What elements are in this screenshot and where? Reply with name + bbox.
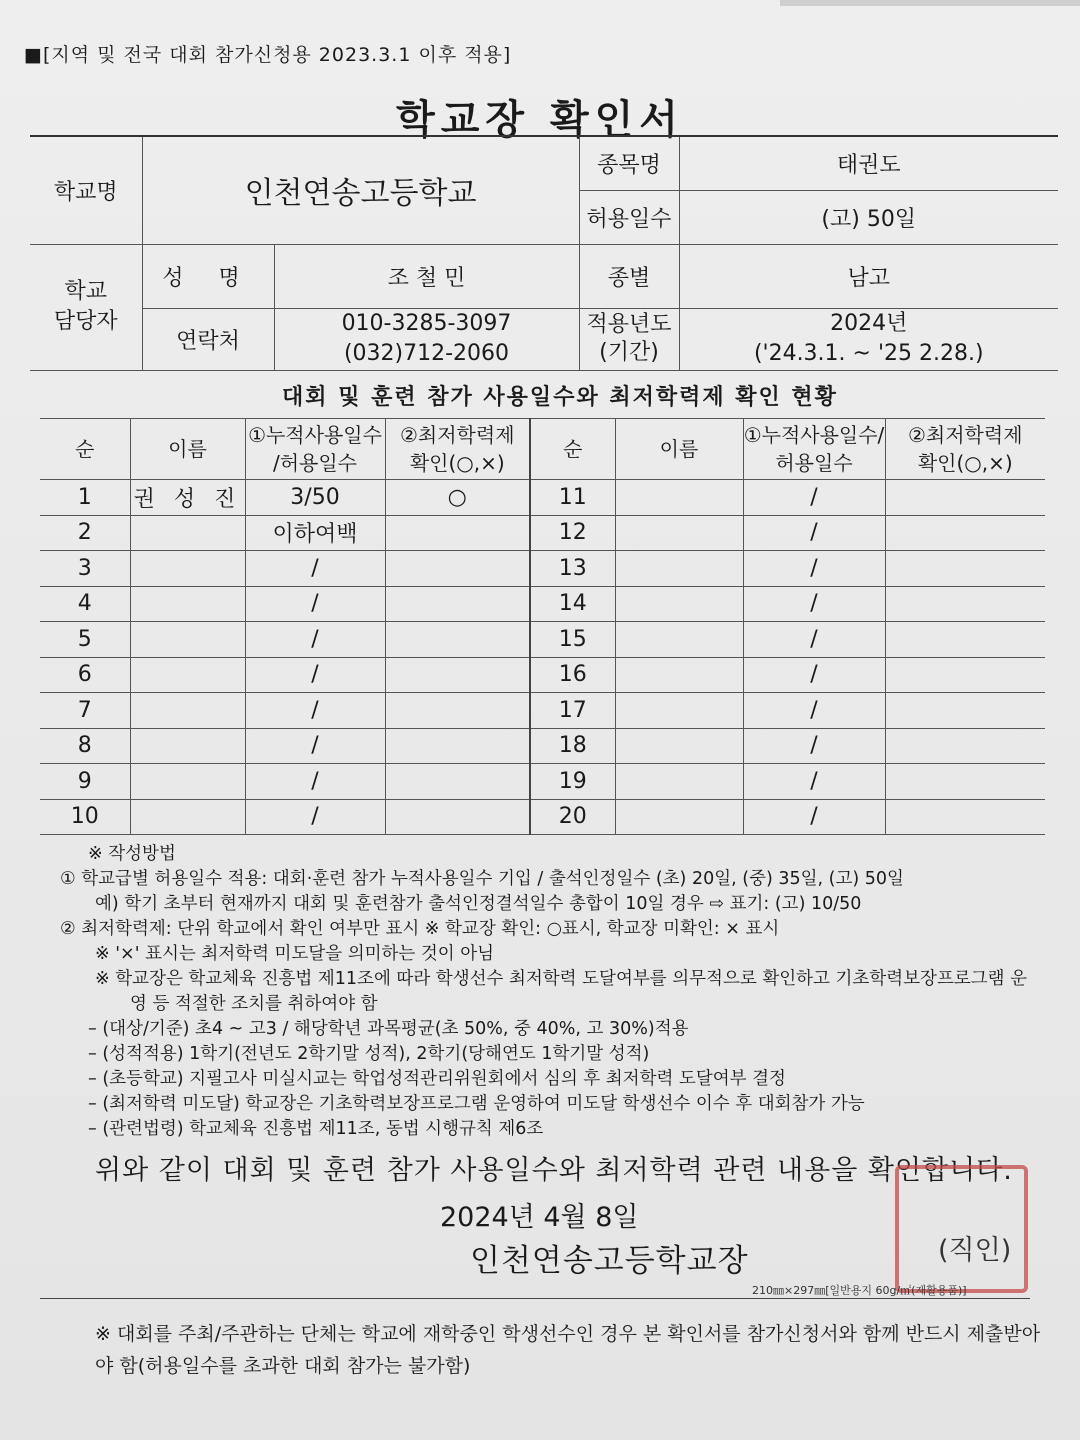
- academic-check: [885, 657, 1045, 693]
- academic-check: ○: [385, 480, 530, 516]
- row-number: 5: [40, 622, 130, 658]
- academic-check: [885, 586, 1045, 622]
- academic-check: [385, 657, 530, 693]
- student-name: [130, 551, 245, 587]
- event-value: 태권도: [679, 136, 1058, 190]
- col-header-academic: ②최저학력제 확인(○,×): [385, 419, 530, 480]
- row-number: 7: [40, 693, 130, 729]
- row-number: 17: [530, 693, 615, 729]
- paper-spec: 210㎜×297㎜[일반용지 60g/㎡(재활용품)]: [752, 1284, 967, 1297]
- row-number: 15: [530, 622, 615, 658]
- row-number: 4: [40, 586, 130, 622]
- contact-label: 연락처: [142, 308, 274, 370]
- row-number: 10: [40, 799, 130, 835]
- student-name: [130, 515, 245, 551]
- row-number: 12: [530, 515, 615, 551]
- school-name: 인천연송고등학교: [142, 136, 579, 244]
- student-name: [615, 728, 743, 764]
- table-row: [40, 551, 1045, 587]
- days-used: /: [743, 622, 885, 658]
- row-number: 19: [530, 764, 615, 800]
- student-name: [615, 764, 743, 800]
- days-used: /: [245, 551, 385, 587]
- row-number: 13: [530, 551, 615, 587]
- row-number: 16: [530, 657, 615, 693]
- days-used: /: [743, 799, 885, 835]
- table-row: [40, 728, 1045, 764]
- document-title: 학교장 확인서: [396, 97, 684, 143]
- academic-check: [385, 515, 530, 551]
- note-2-b: ※ 학교장은 학교체육 진흥법 제11조에 따라 학생선수 최저학력 도달여부를 의무적으로 확인하고 기초학력보장프로그램 운영 등 적절한 조치를 취하여야 함: [95, 969, 1028, 1014]
- days-used: 3/50: [245, 480, 385, 516]
- previous-page-edge: [780, 0, 1080, 6]
- academic-check: [885, 480, 1045, 516]
- days-used: /: [245, 657, 385, 693]
- row-number: 18: [530, 728, 615, 764]
- student-name: [130, 622, 245, 658]
- col-header-name-2: 이름: [615, 419, 743, 480]
- days-used: /: [743, 657, 885, 693]
- principal-name: 인천연송고등학교장: [470, 1243, 749, 1279]
- days-used: /: [245, 693, 385, 729]
- name-label: 성 명: [142, 244, 274, 308]
- info-table: [30, 135, 1058, 371]
- table-row: [40, 622, 1045, 658]
- days-used: 이하여백: [245, 515, 385, 551]
- student-name: [130, 657, 245, 693]
- category-label: 종별: [579, 244, 679, 308]
- event-label: 종목명: [579, 136, 679, 190]
- notes-heading: ※ 작성방법: [88, 844, 176, 864]
- days-used: /: [743, 551, 885, 587]
- row-number: 6: [40, 657, 130, 693]
- student-name: 권 성 진: [130, 480, 245, 516]
- footer-note: ※ 대회를 주최/주관하는 단체는 학교에 재학중인 학생선수인 경우 본 확인서를 참가신청서와 함께 반드시 제출받아야 함(허용일수를 초과한 대회 참가는 불가함): [95, 1323, 1041, 1377]
- row-number: 2: [40, 515, 130, 551]
- detail-4: – (최저학력 미도달) 학교장은 기초학력보장프로그램 운영하여 미도달 학생선수 이수 후 대회참가 가능: [88, 1094, 865, 1114]
- days-used: /: [743, 480, 885, 516]
- table-row: [40, 586, 1045, 622]
- table-row: [40, 515, 1045, 551]
- table-row: [40, 799, 1045, 835]
- note-1: ① 학교급별 허용일수 적용: 대회·훈련 참가 누적사용일수 기입 / 출석인정일수 (초) 20일, (중) 35일, (고) 50일: [60, 869, 904, 889]
- student-name: [130, 728, 245, 764]
- academic-check: [885, 799, 1045, 835]
- section-title: 대회 및 훈련 참가 사용일수와 최저학력제 확인 현황: [282, 385, 838, 410]
- row-number: 9: [40, 764, 130, 800]
- student-name: [615, 515, 743, 551]
- header-note: ■[지역 및 전국 대회 참가신청용 2023.3.1 이후 적용]: [24, 44, 512, 66]
- academic-check: [385, 799, 530, 835]
- seal-label: (직인): [938, 1235, 1012, 1266]
- note-2: ② 최저학력제: 단위 학교에서 확인 여부만 표시 ※ 학교장 확인: ○표시, 학교장 미확인: × 표시: [60, 919, 780, 939]
- academic-check: [885, 515, 1045, 551]
- days-used: /: [743, 693, 885, 729]
- student-name: [130, 799, 245, 835]
- student-name: [130, 693, 245, 729]
- days-used: /: [743, 586, 885, 622]
- row-number: 11: [530, 480, 615, 516]
- col-header-name: 이름: [130, 419, 245, 480]
- row-number: 14: [530, 586, 615, 622]
- academic-check: [385, 551, 530, 587]
- col-header-days-2: ①누적사용일수/ 허용일수: [743, 419, 885, 480]
- days-used: /: [245, 622, 385, 658]
- instructions: [60, 842, 1040, 1142]
- academic-check: [885, 693, 1045, 729]
- days-used: /: [743, 764, 885, 800]
- confirmation-statement: 위와 같이 대회 및 훈련 참가 사용일수와 최저학력 관련 내용을 확인합니다.: [95, 1155, 1013, 1186]
- roster-table: [40, 418, 1045, 835]
- allowed-days-label: 허용일수: [579, 190, 679, 244]
- col-header-days: ①누적사용일수 /허용일수: [245, 419, 385, 480]
- table-row: [40, 657, 1045, 693]
- student-name: [130, 764, 245, 800]
- footer-divider: [40, 1298, 1030, 1299]
- manager-label: 학교 담당자: [30, 244, 142, 370]
- issue-date: 2024년 4월 8일: [440, 1202, 639, 1233]
- table-row: [40, 480, 1045, 516]
- academic-check: [385, 728, 530, 764]
- detail-3: – (초등학교) 지필고사 미실시교는 학업성적관리위원회에서 심의 후 최저학력 도달여부 결정: [88, 1069, 786, 1089]
- table-row: [40, 764, 1045, 800]
- year-values: [679, 308, 1058, 370]
- academic-check: [385, 693, 530, 729]
- period-value: ('24.3.1. ~ '25 2.28.): [753, 341, 984, 366]
- col-header-num-2: 순: [530, 419, 615, 480]
- detail-2: – (성적적용) 1학기(전년도 2학기말 성적), 2학기(당해연도 1학기말 성적): [88, 1044, 650, 1064]
- student-name: [615, 799, 743, 835]
- student-name: [615, 693, 743, 729]
- table-row: [40, 693, 1045, 729]
- student-name: [615, 657, 743, 693]
- col-header-num: 순: [40, 419, 130, 480]
- year-value: 2024년: [830, 311, 908, 336]
- school-label: 학교명: [30, 136, 142, 244]
- academic-check: [385, 764, 530, 800]
- phone-office: (032)712-2060: [343, 341, 510, 366]
- student-name: [615, 622, 743, 658]
- category-value: 남고: [679, 244, 1058, 308]
- detail-5: – (관련법령) 학교체육 진흥법 제11조, 동법 시행규칙 제6조: [88, 1119, 544, 1139]
- roster-body: [40, 480, 1045, 835]
- student-name: [615, 551, 743, 587]
- student-name: [615, 586, 743, 622]
- academic-check: [885, 764, 1045, 800]
- year-label: 적용년도 (기간): [579, 308, 679, 370]
- student-name: [130, 586, 245, 622]
- days-used: /: [245, 799, 385, 835]
- row-number: 1: [40, 480, 130, 516]
- days-used: /: [245, 586, 385, 622]
- academic-check: [885, 551, 1045, 587]
- col-header-academic-2: ②최저학력제 확인(○,×): [885, 419, 1045, 480]
- days-used: /: [245, 764, 385, 800]
- row-number: 3: [40, 551, 130, 587]
- row-number: 8: [40, 728, 130, 764]
- contact-values: [274, 308, 579, 370]
- student-name: [615, 480, 743, 516]
- detail-1: – (대상/기준) 초4 ~ 고3 / 해당학년 과목평균(초 50%, 중 40%, 고 30%)적용: [88, 1019, 689, 1039]
- days-used: /: [743, 728, 885, 764]
- note-2-a: ※ '×' 표시는 최저학력 미도달을 의미하는 것이 아님: [95, 944, 495, 964]
- phone-mobile: 010-3285-3097: [341, 311, 512, 336]
- academic-check: [885, 728, 1045, 764]
- name-value: 조 철 민: [274, 244, 579, 308]
- days-used: /: [743, 515, 885, 551]
- allowed-days-value: (고) 50일: [679, 190, 1058, 244]
- academic-check: [885, 622, 1045, 658]
- academic-check: [385, 586, 530, 622]
- note-1-example: 예) 학기 초부터 현재까지 대회 및 훈련참가 출석인정결석일수 총합이 10일 경우 ⇨ 표기: (고) 10/50: [95, 894, 862, 914]
- days-used: /: [245, 728, 385, 764]
- academic-check: [385, 622, 530, 658]
- row-number: 20: [530, 799, 615, 835]
